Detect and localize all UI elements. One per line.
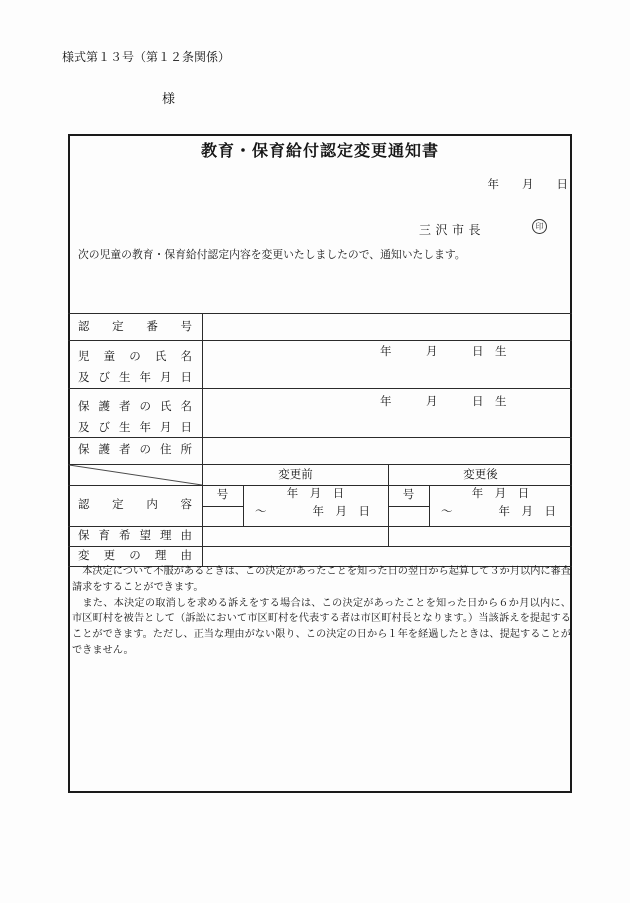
- guardian-name-label-line2: 及 び 生 年 月 日: [78, 422, 192, 434]
- guardian-address-label: 保 護 者 の 住 所: [78, 444, 192, 456]
- addressee-suffix: 様: [162, 91, 176, 106]
- table-border-line: [388, 506, 429, 507]
- table-border-line: [68, 485, 572, 486]
- guardian-birth-date-blank: 年 月 日 生: [380, 396, 507, 408]
- document-title: 教育・保育給付認定変更通知書: [200, 143, 439, 160]
- child-name-label-line2: 及 び 生 年 月 日: [78, 372, 192, 384]
- childcare-reason-after-cell: [389, 527, 571, 545]
- childcare-reason-label: 保 育 希 望 理 由: [78, 530, 192, 542]
- before-number-unit: 号: [216, 489, 229, 501]
- after-number-unit: 号: [402, 489, 415, 501]
- change-reason-value-cell: [203, 547, 571, 565]
- change-reason-label: 変 更 の 理 由: [78, 550, 192, 562]
- child-name-value-cell: [203, 341, 571, 387]
- intro-sentence: 次の児童の教育・保育給付認定内容を変更いたしましたので、通知いたします。: [78, 249, 466, 261]
- child-name-label-line1: 児 童 の 氏 名: [78, 351, 192, 363]
- mayor-seal-icon: 印: [532, 219, 547, 234]
- issuer-name: 三沢市長: [419, 223, 486, 237]
- diagonal-divider: [69, 465, 202, 485]
- after-change-header: 変更後: [463, 469, 498, 481]
- issue-date-blank: 年 月 日: [487, 179, 568, 191]
- before-change-header: 変更前: [278, 469, 313, 481]
- certification-content-label: 認 定 内 容: [78, 499, 192, 511]
- appeal-notice: [72, 564, 571, 659]
- before-period-start-blank: 年 月 日: [286, 488, 345, 500]
- appeal-notice-paragraph: 本決定について不服があるときは、この決定があったことを知った日の翌日から起算して３か月以内に審査請求をすることができます。: [72, 566, 571, 593]
- before-period-end-blank: ～ 年 月 日: [255, 506, 370, 518]
- form-style-number: 様式第１３号（第１２条関係）: [62, 50, 231, 64]
- child-birth-date-blank: 年 月 日 生: [380, 346, 507, 358]
- appeal-notice-paragraph: また、本決定の取消しを求める訴えをする場合は、この決定があったことを知った日から６か月以内に、市区町村を被告として（訴訟において市区町村を代表する者は市区町村長となります。）当該訴えを提起することができます。ただし、正当な理由がない限り、この決定の日から１年を経過したときは、提起することができません。: [72, 597, 571, 656]
- childcare-reason-before-cell: [203, 527, 387, 545]
- guardian-address-value-cell: [203, 438, 571, 463]
- after-period-end-blank: ～ 年 月 日: [441, 506, 556, 518]
- certification-number-value-cell: [203, 314, 571, 339]
- after-period-start-blank: 年 月 日: [471, 488, 530, 500]
- certification-number-label: 認 定 番 号: [78, 321, 192, 333]
- guardian-name-label-line1: 保 護 者 の 氏 名: [78, 401, 192, 413]
- guardian-name-value-cell: [203, 389, 571, 436]
- table-border-line: [202, 506, 243, 507]
